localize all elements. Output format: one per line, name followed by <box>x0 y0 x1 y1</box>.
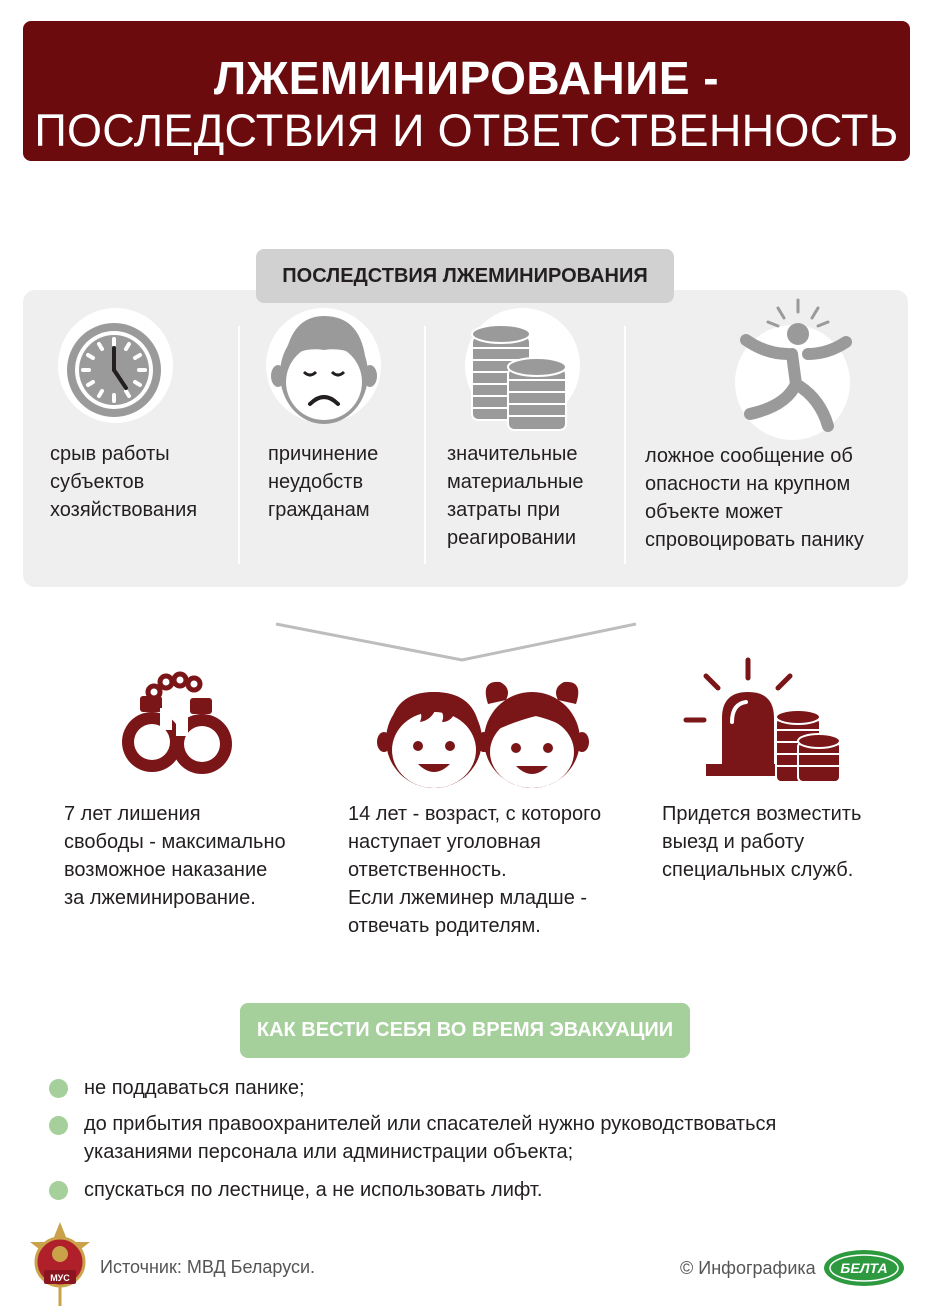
evacuation-item-2: до прибытия правоохранителей или спасателей нужно руководствоваться указаниями персонала или администрации объекта; <box>84 1113 777 1163</box>
page-title-line2: ПОСЛЕДСТВИЯ И ОТВЕТСТВЕННОСТЬ <box>34 105 899 156</box>
source-text: Источник: МВД Беларуси. <box>100 1257 316 1277</box>
emblem-label: МУС <box>50 1273 70 1283</box>
consequence-text-2: причинение неудобств гражданам <box>268 443 379 521</box>
siren-coins-icon <box>682 656 842 786</box>
evacuation-item-1: не поддаваться панике; <box>84 1077 305 1099</box>
copyright-text: © Инфографика <box>680 1258 816 1278</box>
belta-logo-icon <box>822 1248 906 1288</box>
bullet-dot <box>49 1079 68 1098</box>
consequences-heading: ПОСЛЕДСТВИЯ ЛЖЕМИНИРОВАНИЯ <box>256 249 674 303</box>
evacuation-item-3: спускаться по лестнице, а не использовать лифт. <box>84 1179 543 1201</box>
mvd-emblem-icon <box>28 1220 92 1308</box>
column-divider <box>624 326 626 564</box>
bullet-dot <box>49 1116 68 1135</box>
evacuation-heading: КАК ВЕСТИ СЕБЯ ВО ВРЕМЯ ЭВАКУАЦИИ <box>240 1003 690 1058</box>
consequence-text-3: значительные материальные затраты при реагировании <box>447 443 584 549</box>
penalty-text-1: 7 лет лишения свободы - максимально возможное наказание за лжеминирование. <box>64 803 286 909</box>
clock-icon <box>64 320 164 420</box>
penalty-text-2: 14 лет - возраст, с которого наступает уголовная ответственность. Если лжеминер младше - отвечать родителям. <box>348 803 602 937</box>
belta-logo-text: БЕЛТА <box>840 1260 888 1276</box>
page-header <box>23 21 910 161</box>
children-icon <box>376 676 590 790</box>
column-divider <box>424 326 426 564</box>
chevron-divider <box>270 620 640 666</box>
column-divider <box>238 326 240 564</box>
sad-face-icon <box>270 306 378 426</box>
page-title-line1: ЛЖЕМИНИРОВАНИЕ - <box>213 52 720 104</box>
handcuffs-icon <box>110 668 238 780</box>
penalty-text-3: Придется возместить выезд и работу специальных служб. <box>662 803 862 881</box>
coins-icon <box>468 322 572 434</box>
consequence-text-4: ложное сообщение об опасности на крупном объекте может спровоцировать панику <box>645 445 864 551</box>
bullet-dot <box>49 1181 68 1200</box>
panic-person-icon <box>736 298 852 434</box>
consequence-text-1: срыв работы субъектов хозяйствования <box>50 443 198 521</box>
